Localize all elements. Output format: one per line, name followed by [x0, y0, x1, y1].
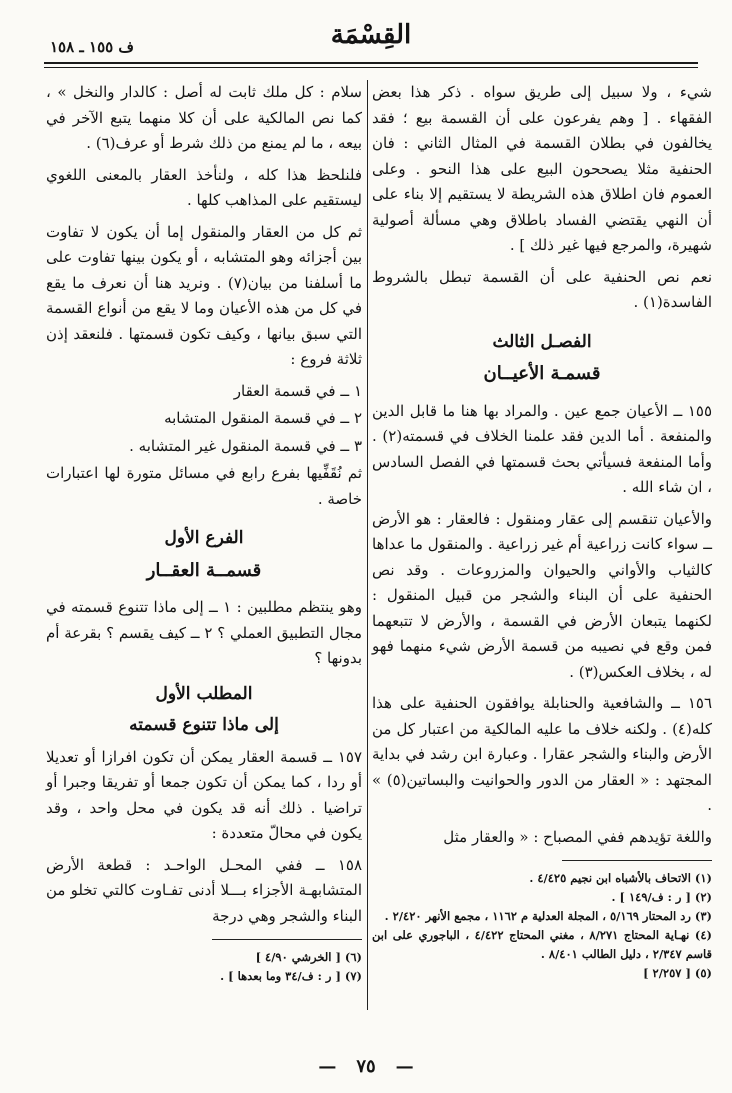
list-item: ١ ــ في قسمة العقار	[233, 381, 362, 400]
left-column	[46, 80, 362, 986]
paragraph: ١٥٧ ــ قسمة العقار يمكن أن تكون افرازا أو تعديلا أو ردا ، كما يمكن أن تكون جمعا أو تفريقا وجبرا أو تراضيا . ذلك أنه قد يكون في محل واحد ، وقد يكون في محالّ متعددة :	[46, 747, 362, 842]
running-title: القِسْمَة	[330, 20, 412, 50]
footnote-rule	[562, 860, 712, 861]
chapter-title: قسمـة الأعيــان	[483, 363, 601, 384]
page-number-value: ٧٥	[356, 1056, 376, 1077]
paragraph: والأعيان تنقسم إلى عقار ومنقول : فالعقار : هو الأرض ــ سواء كانت زراعية أم غير زراعية . والمنقول ما عداها كالثياب والأواني والحيوان والمزروعات . وقد نص الحنفية على أن البناء والشجر من قبيل المنقول : لكنهما يتبعان الأرض في القسمة ، والأرض لا تتبعهما فمن وقع في نصيبه من قسمة الأرض شيء منهما فهو له ، بخلاف العكس(٣) .	[372, 509, 712, 681]
header-rule-thin	[44, 67, 698, 68]
paragraph: ثم نُقَفِّيها بفرع رابع في مسائل متورة لها اعتبارات خاصة .	[46, 464, 362, 508]
paragraph: ١٥٦ ــ والشافعية والحنابلة يوافقون الحنفية على هذا كله(٤) . ولكنه خلاف ما عليه المالكية من اعتبار كل من الأرض والبناء والشجر عقارا . وعبارة ابن رشد في بداية المجتهد : « العقار من الدور والحوانيت والبساتين(٥) » .	[372, 694, 712, 814]
paragraph: فلنلحظ هذا كله ، ولنأخذ العقار بالمعنى اللغوي ليستقيم على المذاهب كلها .	[46, 165, 362, 209]
paragraph: ١٥٥ ــ الأعيان جمع عين . والمراد بها هنا ما قابل الدين والمنفعة . أما الدين فقد علمنا الخلاف في قسمته(٢) . وأما المنفعة فسيأتي بحث قسمتها في الفصل السادس ، ان شاء الله .	[372, 401, 713, 496]
paragraph: نعم نص الحنفية على أن القسمة تبطل بالشروط الفاسدة(١) .	[372, 267, 712, 311]
section-heading: المطلب الأول	[155, 683, 253, 704]
footnote: (٧) [ ر : ف/٣٤ وما بعدها ] .	[220, 969, 362, 983]
footnotes	[46, 948, 362, 986]
footnote-rule	[212, 939, 362, 940]
right-column	[372, 80, 712, 983]
branch-list	[46, 379, 362, 460]
paragraph: واللغة تؤيدهم ففي المصباح : « والعقار مثل	[443, 827, 712, 846]
footnote: (٥) [ ٢/٢٥٧ ]	[643, 966, 712, 980]
list-item: ٣ ــ في قسمة المنقول غير المتشابه .	[129, 436, 362, 455]
paragraph: سلام : كل ملك ثابت له أصل : كالدار والنخل » ، كما نص المالكية على أن كلا منهما يتبع الآخر في بيعه ، ما لم يمنع من ذلك شرط أو عرف(٦) .	[46, 83, 362, 152]
footnote: (٤) نهـاية المحتاج ٨/٢٧١ ، مغني المحتاج ٤/٤٢٢ ، الباجوري على ابن قاسم ٢/٣٤٧ ، دليل الطالب ٨/٤٠١ .	[372, 928, 712, 961]
list-item: ٢ ــ في قسمة المنقول المتشابه	[164, 409, 362, 427]
footnote: (٣) رد المحتار ٥/١٦٩ ، المجلة العدلية م ١١٦٢ ، مجمع الأنهر ٢/٤٢٠ .	[384, 909, 712, 923]
header-rule	[44, 62, 698, 64]
footnote: (٦) [ الخرشي ٤/٩٠ ]	[255, 950, 362, 964]
page-number: —٧٥—	[318, 1056, 414, 1077]
branch-title: قسمــة العقــار	[146, 559, 262, 581]
footnote: (١) الاتحاف بالأشباه ابن نجيم ٤/٤٢٥ .	[529, 871, 712, 885]
paragraph: وهو ينتظم مطلبين : ١ ــ إلى ماذا تتنوع قسمته في مجال التطبيق العملي ؟ ٢ ــ كيف يقسم ؟ بقرعة أم بدونها ؟	[46, 598, 363, 667]
footnote: (٢) [ ر : ف/١٤٩ ] .	[611, 890, 712, 904]
paragraph: ثم كل من العقار والمنقول إما أن يكون لا تفاوت بين أجزائه وهو المتشابه ، أو يكون بينها تفاوت على ما أسلفنا من بيان(٧) . ونريد هنا أن نعرف ما يقع في كل من هذه الأعيان وما لا يقع من أنواع القسمة التي سبق بيانها ، وكيف تكون قسمتها . فلنعقد إذن ثلاثة فروع :	[46, 222, 362, 368]
branch-heading: الفرع الأول	[164, 528, 244, 548]
chapter-heading: الفصـل الثالث	[492, 331, 592, 352]
page-header	[44, 14, 698, 66]
paragraph: ١٥٨ ــ ففي المحـل الواحـد : قطعة الأرض المتشابهـة الأجزاء بـــلا أدنى تفـاوت كالتي تخلو من البناء والشجر وهي درجة	[46, 855, 362, 925]
section-reference: ف ١٥٥ ـ ١٥٨	[50, 38, 134, 56]
section-title: إلى ماذا تتنوع قسمته	[129, 715, 279, 735]
footnotes	[372, 869, 712, 983]
column-divider	[367, 80, 368, 1010]
paragraph: شيء ، ولا سبيل إلى طريق سواه . ذكر هذا بعض الفقهاء . [ وهم يفرعون على أن القسمة بيع ؛ فقد يخالفون في بطلان القسمة في المثال الثاني : فان الحنفية مثلا يصححون البيع على هذا النحو . وعلى العموم فان اطلاق هذه الشريطة لا يستقيم إلا بناء على أن النهي يقتضي الفساد باطلاق وهي مسألة أصولية شهيرة، والمرجع فيها غير ذلك ] .	[372, 83, 712, 254]
